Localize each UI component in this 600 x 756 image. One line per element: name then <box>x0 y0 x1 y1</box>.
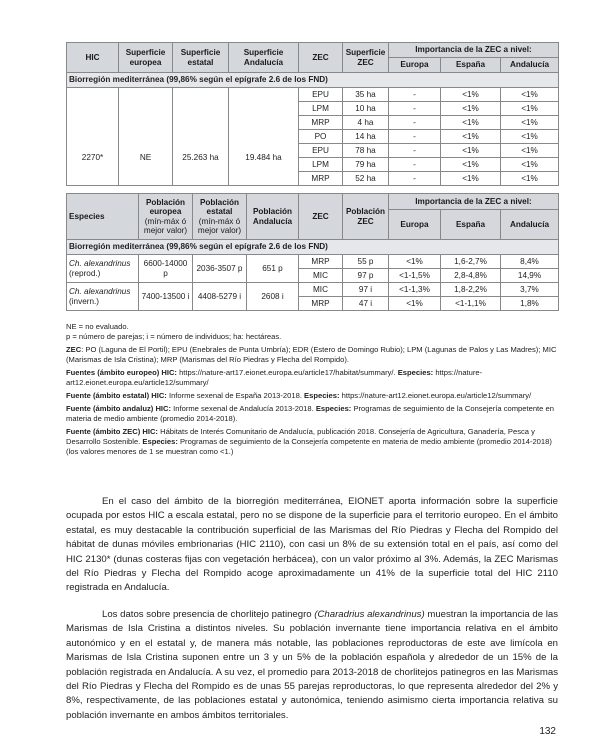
an-cell: <1% <box>501 144 559 158</box>
header-pob-andalucia: Población Andalucía <box>247 194 299 240</box>
es-cell: <1% <box>441 172 501 186</box>
sup-cell: 78 ha <box>343 144 389 158</box>
empty-cell <box>173 88 229 130</box>
source-label: Especies: <box>304 391 340 401</box>
note-zec-text: : PO (Laguna de El Portil); EPU (Enebrales de Punta Umbría); EDR (Estero de Domingo Rubio); LPM (Lagunas de Palos y Las Madres); MIC (Marismas de Isla Cristina); MRP (Marismas del Río Piedras y Flecha del Rompido). <box>66 345 557 365</box>
source-label: Fuente (ámbito estatal) HIC: <box>66 391 167 401</box>
pob-cell: 97 p <box>343 269 389 283</box>
pob-europea-cell: 6600-14000 p <box>139 255 193 283</box>
header-pob-europea-sub: (mín-máx ó mejor valor) <box>143 216 188 235</box>
header-hic: HIC <box>67 43 119 73</box>
pob-andalucia-cell: 2608 i <box>247 283 299 311</box>
source-text: Programas de seguimiento de la Consejería competente en materia de medio ambiente (promedio 2014-2018). <box>66 404 554 424</box>
source-text: Informe sexenal de España 2013-2018. <box>166 391 305 401</box>
es-cell: <1% <box>441 116 501 130</box>
es-cell: 1,8-2,2% <box>441 283 501 297</box>
zec-cell: MIC <box>299 269 343 283</box>
header-sup-andalucia: Superficie Andalucía <box>229 43 299 73</box>
eu-cell: <1-1,3% <box>389 283 441 297</box>
pob-estatal-cell: 4408-5279 i <box>193 283 247 311</box>
source-label: Fuente (ámbito ZEC) HIC: <box>66 427 158 437</box>
zec-cell: PO <box>299 130 343 144</box>
eu-cell: - <box>389 172 441 186</box>
an-cell: <1% <box>501 102 559 116</box>
eu-cell: <1% <box>389 255 441 269</box>
note-source-andalucia <box>66 404 558 424</box>
an-cell: <1% <box>501 116 559 130</box>
zec-cell: MIC <box>299 283 343 297</box>
an-cell: <1% <box>501 172 559 186</box>
eu-cell: - <box>389 130 441 144</box>
zec-cell: MRP <box>299 297 343 311</box>
note-source-zec <box>66 427 558 457</box>
header-pob-estatal <box>193 194 247 240</box>
header-importancia: Importancia de la ZEC a nivel: <box>389 194 559 210</box>
sup-cell: 35 ha <box>343 88 389 102</box>
zec-cell: MRP <box>299 255 343 269</box>
species-name: Ch. alexandrinus <box>69 287 131 297</box>
note-source-state <box>66 391 558 401</box>
header-europa: Europa <box>389 210 441 240</box>
section-row: Biorregión mediterránea (99,86% según el epígrafe 2.6 de los FND) <box>67 240 559 255</box>
es-cell: <1% <box>441 102 501 116</box>
header-pob-europea-label: Población europea <box>145 197 186 217</box>
eu-cell: - <box>389 116 441 130</box>
paragraph-text: muestran la importancia de las Marismas de Isla Cristina a distintos niveles. Su población invernante tiene importancia relativa en el ámbito autonómico y en el estatal y, de manera más notable, las poblaciones reproductoras de este ave limícola en Marismas de Isla Cristina suponen entre un 3 y un 5% de la población española y alrededor de un 15% de la población registrada en Andalucía. A su vez, el promedio para 2013-2018 de chorlitejos patinegros en las Marismas del Río Piedras y Flecha del Rompido es de unas 55 parejas reproductoras, lo que representa alrededor del 2% y 8%, respectivamente, de las poblaciones estatal y autonómica, teniendo asimismo cierta importancia relativa su población invernante en ambos ámbitos territoriales. <box>66 609 558 721</box>
sup-cell: 10 ha <box>343 102 389 116</box>
header-pob-zec: Población ZEC <box>343 194 389 240</box>
source-text: https://nature-art12.eionet.europa.eu/article12/summary/ <box>339 391 532 401</box>
header-pob-europea <box>139 194 193 240</box>
zec-cell: MRP <box>299 116 343 130</box>
note-ne: NE = no evaluado. <box>66 322 129 331</box>
sup-cell: 4 ha <box>343 116 389 130</box>
sup-cell: 52 ha <box>343 172 389 186</box>
an-cell: <1% <box>501 158 559 172</box>
paragraph-1 <box>66 495 558 596</box>
source-label: Especies: <box>315 404 352 414</box>
header-sup-europea: Superficie europea <box>119 43 173 73</box>
an-cell: 14,9% <box>501 269 559 283</box>
pob-cell: 97 i <box>343 283 389 297</box>
source-text: Hábitats de Interés Comunitario de Andalucía, publicación 2018. Consejería de Agricultura, Ganadería, Pesca y Desarrollo Sostenible. <box>66 427 535 447</box>
note-zec-label: ZEC <box>66 345 82 355</box>
pob-europea-cell: 7400-13500 i <box>139 283 193 311</box>
zec-cell: LPM <box>299 158 343 172</box>
an-cell: <1% <box>501 130 559 144</box>
header-zec: ZEC <box>299 43 343 73</box>
header-europa: Europa <box>389 58 441 73</box>
header-pob-estatal-sub: (mín-máx ó mejor valor) <box>197 216 242 235</box>
species-qualifier: (invern.) <box>69 296 100 306</box>
table-notes <box>66 322 558 460</box>
pob-cell: 47 i <box>343 297 389 311</box>
eu-cell: <1-1,5% <box>389 269 441 283</box>
an-cell: 3,7% <box>501 283 559 297</box>
pob-estatal-cell: 2036-3507 p <box>193 255 247 283</box>
species-italic: (Charadrius alexandrinus) <box>314 609 425 620</box>
header-sup-zec: Superficie ZEC <box>343 43 389 73</box>
source-label: Fuente (ámbito andaluz) HIC: <box>66 404 172 414</box>
page-number: 132 <box>539 726 556 737</box>
eu-cell: - <box>389 158 441 172</box>
zec-cell: EPU <box>299 88 343 102</box>
header-espana: España <box>441 58 501 73</box>
header-importancia: Importancia de la ZEC a nivel: <box>389 43 559 58</box>
zec-cell: EPU <box>299 144 343 158</box>
section-row: Biorregión mediterránea (99,86% según el epígrafe 2.6 de los FND) <box>67 73 559 88</box>
empty-cell <box>119 88 173 130</box>
empty-cell <box>67 88 119 130</box>
es-cell: <1-1,1% <box>441 297 501 311</box>
species-name: Ch. alexandrinus <box>69 259 131 269</box>
note-abbr: p = número de parejas; i = número de individuos; ha: hectáreas. <box>66 332 282 342</box>
source-text: https://nature-art12.eionet.europa.eu/article12/summary/ <box>66 368 483 388</box>
header-sup-estatal: Superficie estatal <box>173 43 229 73</box>
note-source-europe <box>66 368 558 388</box>
paragraph-text: Los datos sobre presencia de chorlitejo patinegro <box>102 609 315 620</box>
paragraph-2-text <box>66 608 558 723</box>
header-zec: ZEC <box>299 194 343 240</box>
header-andalucia: Andalucía <box>501 58 559 73</box>
an-cell: <1% <box>501 88 559 102</box>
an-cell: 8,4% <box>501 255 559 269</box>
sup-cell: 79 ha <box>343 158 389 172</box>
es-cell: <1% <box>441 144 501 158</box>
sup-estatal-cell: 25.263 ha <box>173 130 229 186</box>
es-cell: 1,6-2,7% <box>441 255 501 269</box>
source-label: Especies: <box>397 368 434 378</box>
note-zec <box>66 345 558 365</box>
hic-table <box>66 42 559 186</box>
pob-andalucia-cell: 651 p <box>247 255 299 283</box>
header-pob-estatal-label: Población estatal <box>199 197 240 217</box>
source-label: Fuentes (ámbito europeo) HIC: <box>66 368 177 378</box>
header-espana: España <box>441 210 501 240</box>
eu-cell: - <box>389 102 441 116</box>
header-andalucia: Andalucía <box>501 210 559 240</box>
sup-europea-cell: NE <box>119 130 173 186</box>
empty-cell <box>229 88 299 130</box>
pob-cell: 55 p <box>343 255 389 269</box>
es-cell: 2,8-4,8% <box>441 269 501 283</box>
source-text: Informe sexenal de Andalucía 2013-2018. <box>171 404 316 414</box>
species-table <box>66 193 559 311</box>
species-qualifier: (reprod.) <box>69 268 101 278</box>
species-cell <box>67 283 139 311</box>
source-label: Especies: <box>142 437 178 447</box>
eu-cell: - <box>389 88 441 102</box>
sup-andalucia-cell: 19.484 ha <box>229 130 299 186</box>
hic-code-cell: 2270* <box>67 130 119 186</box>
es-cell: <1% <box>441 88 501 102</box>
es-cell: <1% <box>441 130 501 144</box>
header-especies: Especies <box>67 194 139 240</box>
sup-cell: 14 ha <box>343 130 389 144</box>
species-cell <box>67 255 139 283</box>
an-cell: 1,8% <box>501 297 559 311</box>
eu-cell: - <box>389 144 441 158</box>
eu-cell: <1% <box>389 297 441 311</box>
es-cell: <1% <box>441 158 501 172</box>
zec-cell: MRP <box>299 172 343 186</box>
paragraph-2 <box>66 608 558 723</box>
source-text: https://nature-art17.eionet.europa.eu/article17/habitat/summary/. <box>176 368 398 378</box>
paragraph-1-text: En el caso del ámbito de la biorregión mediterránea, EIONET aporta información sobre la superficie ocupada por estos HIC a escala estatal, pero no se dispone de la superficie para el territorio europeo. En el ámbito estatal, es muy destacable la contribución superficial de las Marismas del Río Piedras y Flecha del Rompido del hábitat de dunas móviles embrionarias (HIC 2110), con casi un 8% de su extensión total en el país, así como del HIC 2130* (dunas costeras fijas con vegetación herbácea), con un valor próximo al 3%. Además, la ZEC Marismas del Río Piedras y Flecha del Rompido acoge aproximadamente un 41% de la superficie total del HIC 2110 registrada en Andalucía. <box>66 496 558 594</box>
source-text: Programas de seguimiento de la Consejería competente en materia de medio ambiente (promedio 2014-2018) (los valores menores de 1 se muestran como <1.) <box>66 437 552 457</box>
zec-cell: LPM <box>299 102 343 116</box>
